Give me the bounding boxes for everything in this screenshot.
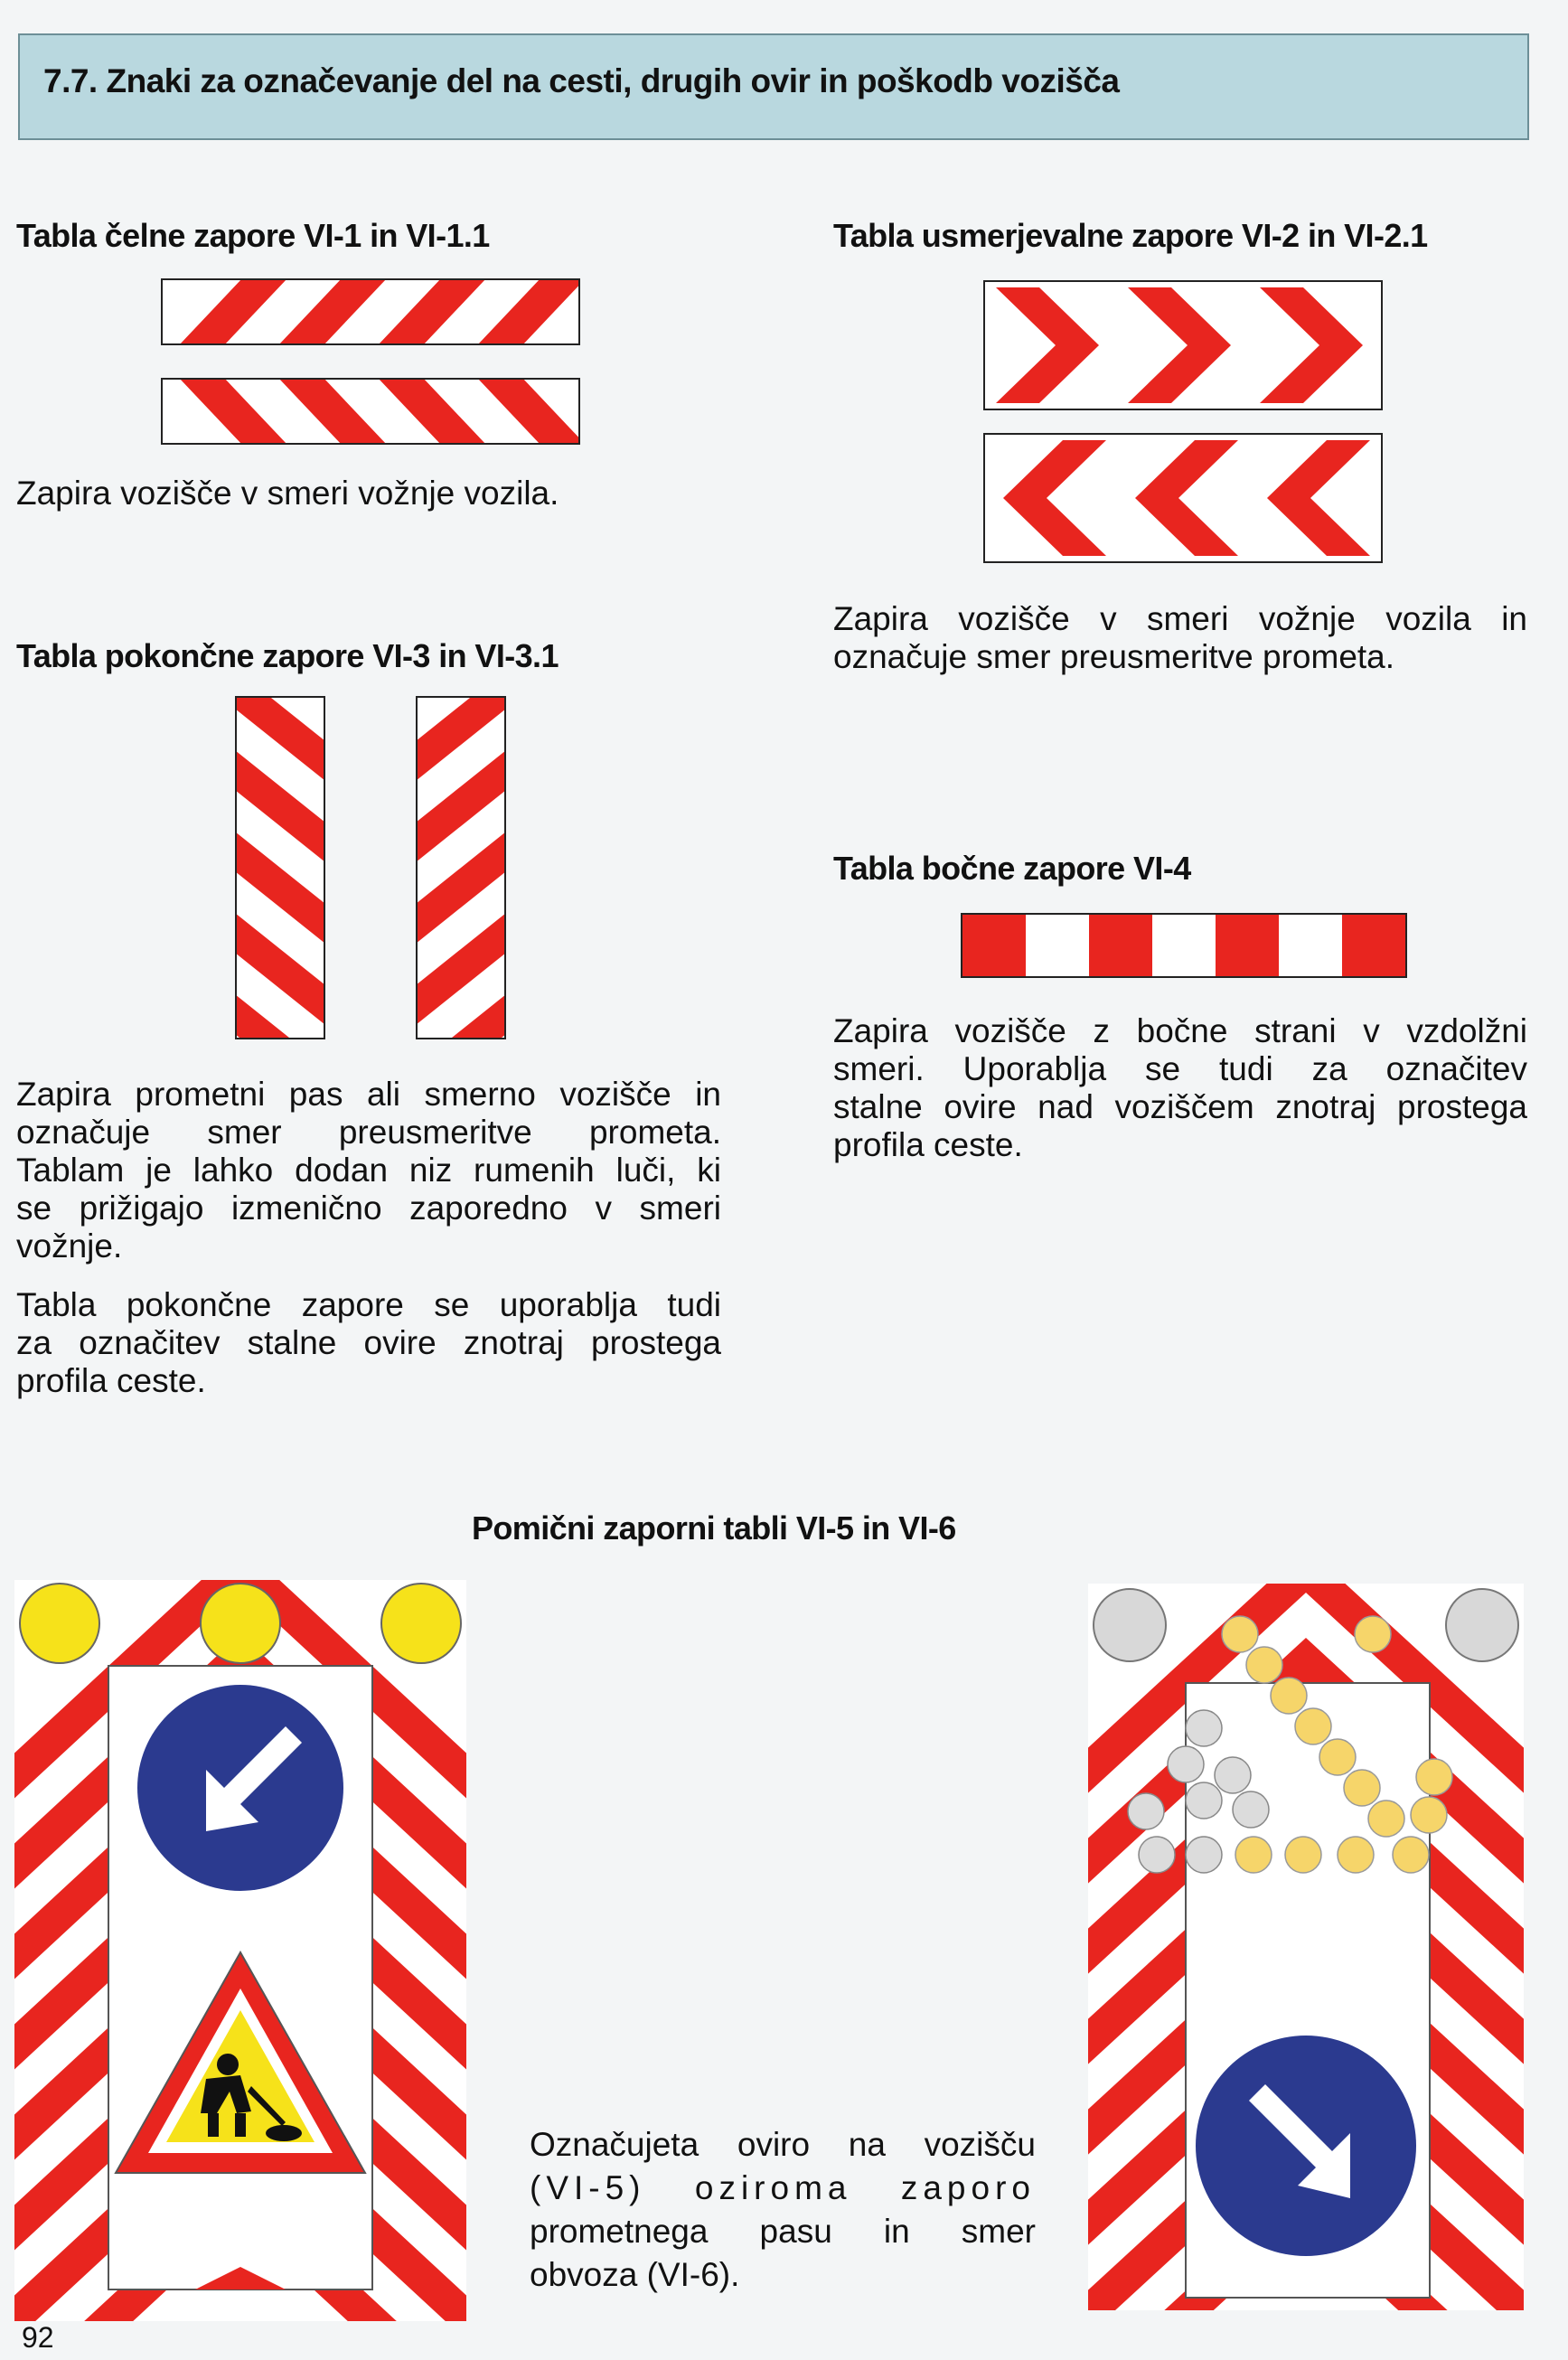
text-vi4-line4: profila ceste. xyxy=(833,1126,1023,1163)
heading-vi1: Tabla čelne zapore VI-1 in VI-1.1 xyxy=(16,217,490,254)
text-vi3-line1: Zapira prometni pas ali smerno vozišče in xyxy=(16,1076,721,1113)
text-vi3-line2: označuje smer preusmeritve prometa. xyxy=(16,1114,721,1151)
text-vi3-line5: vožnje. xyxy=(16,1227,123,1265)
text-vi2-line2: označuje smer preusmeritve prometa. xyxy=(833,638,1395,675)
heading-vi5-vi6: Pomični zaporni tabli VI-5 in VI-6 xyxy=(472,1509,956,1547)
text-vi5-line4: obvoza (VI-6). xyxy=(530,2256,740,2293)
sign-vi4 xyxy=(961,913,1409,980)
sign-vi5 xyxy=(14,1580,466,2321)
section-title: 7.7. Znaki za označevanje del na cesti, drugih ovir in poškodb vozišča xyxy=(43,62,1120,99)
text-vi5-line3: prometnega pasu in smer xyxy=(530,2213,1036,2250)
text-vi3-line4: se prižigajo izmenično zaporedno v smeri xyxy=(16,1189,721,1227)
sign-vi3 xyxy=(235,696,506,1041)
sign-vi6 xyxy=(1088,1584,1524,2310)
text-vi1: Zapira vozišče v smeri vožnje vozila. xyxy=(16,475,559,512)
page-number: 92 xyxy=(22,2321,54,2354)
text-vi5-line1: Označujeta oviro na vozišču xyxy=(530,2126,1036,2163)
text-vi4-line3: stalne ovire nad voziščem znotraj prostega xyxy=(833,1088,1527,1125)
text-vi3-line7: za označitev stalne ovire znotraj prostega xyxy=(16,1324,721,1361)
sign-vi2 xyxy=(983,280,1385,569)
text-vi5-line2: (VI-5) oziroma zaporo xyxy=(530,2169,1036,2206)
heading-vi4: Tabla bočne zapore VI-4 xyxy=(833,850,1191,887)
heading-vi2: Tabla usmerjevalne zapore VI-2 in VI-2.1 xyxy=(833,217,1428,254)
text-vi2-line1: Zapira vozišče v smeri vožnje vozila in xyxy=(833,600,1527,637)
text-vi3-line6: Tabla pokončne zapore se uporablja tudi xyxy=(16,1286,721,1323)
heading-vi3: Tabla pokončne zapore VI-3 in VI-3.1 xyxy=(16,637,559,674)
text-vi3-line8: profila ceste. xyxy=(16,1362,206,1399)
text-vi3-line3: Tablam je lahko dodan niz rumenih luči, ki xyxy=(16,1152,721,1189)
section-header xyxy=(18,33,1529,140)
sign-vi1 xyxy=(161,278,584,448)
text-vi4-line1: Zapira vozišče z bočne strani v vzdolžni xyxy=(833,1012,1527,1049)
text-vi4-line2: smeri. Uporablja se tudi za označitev xyxy=(833,1050,1527,1087)
